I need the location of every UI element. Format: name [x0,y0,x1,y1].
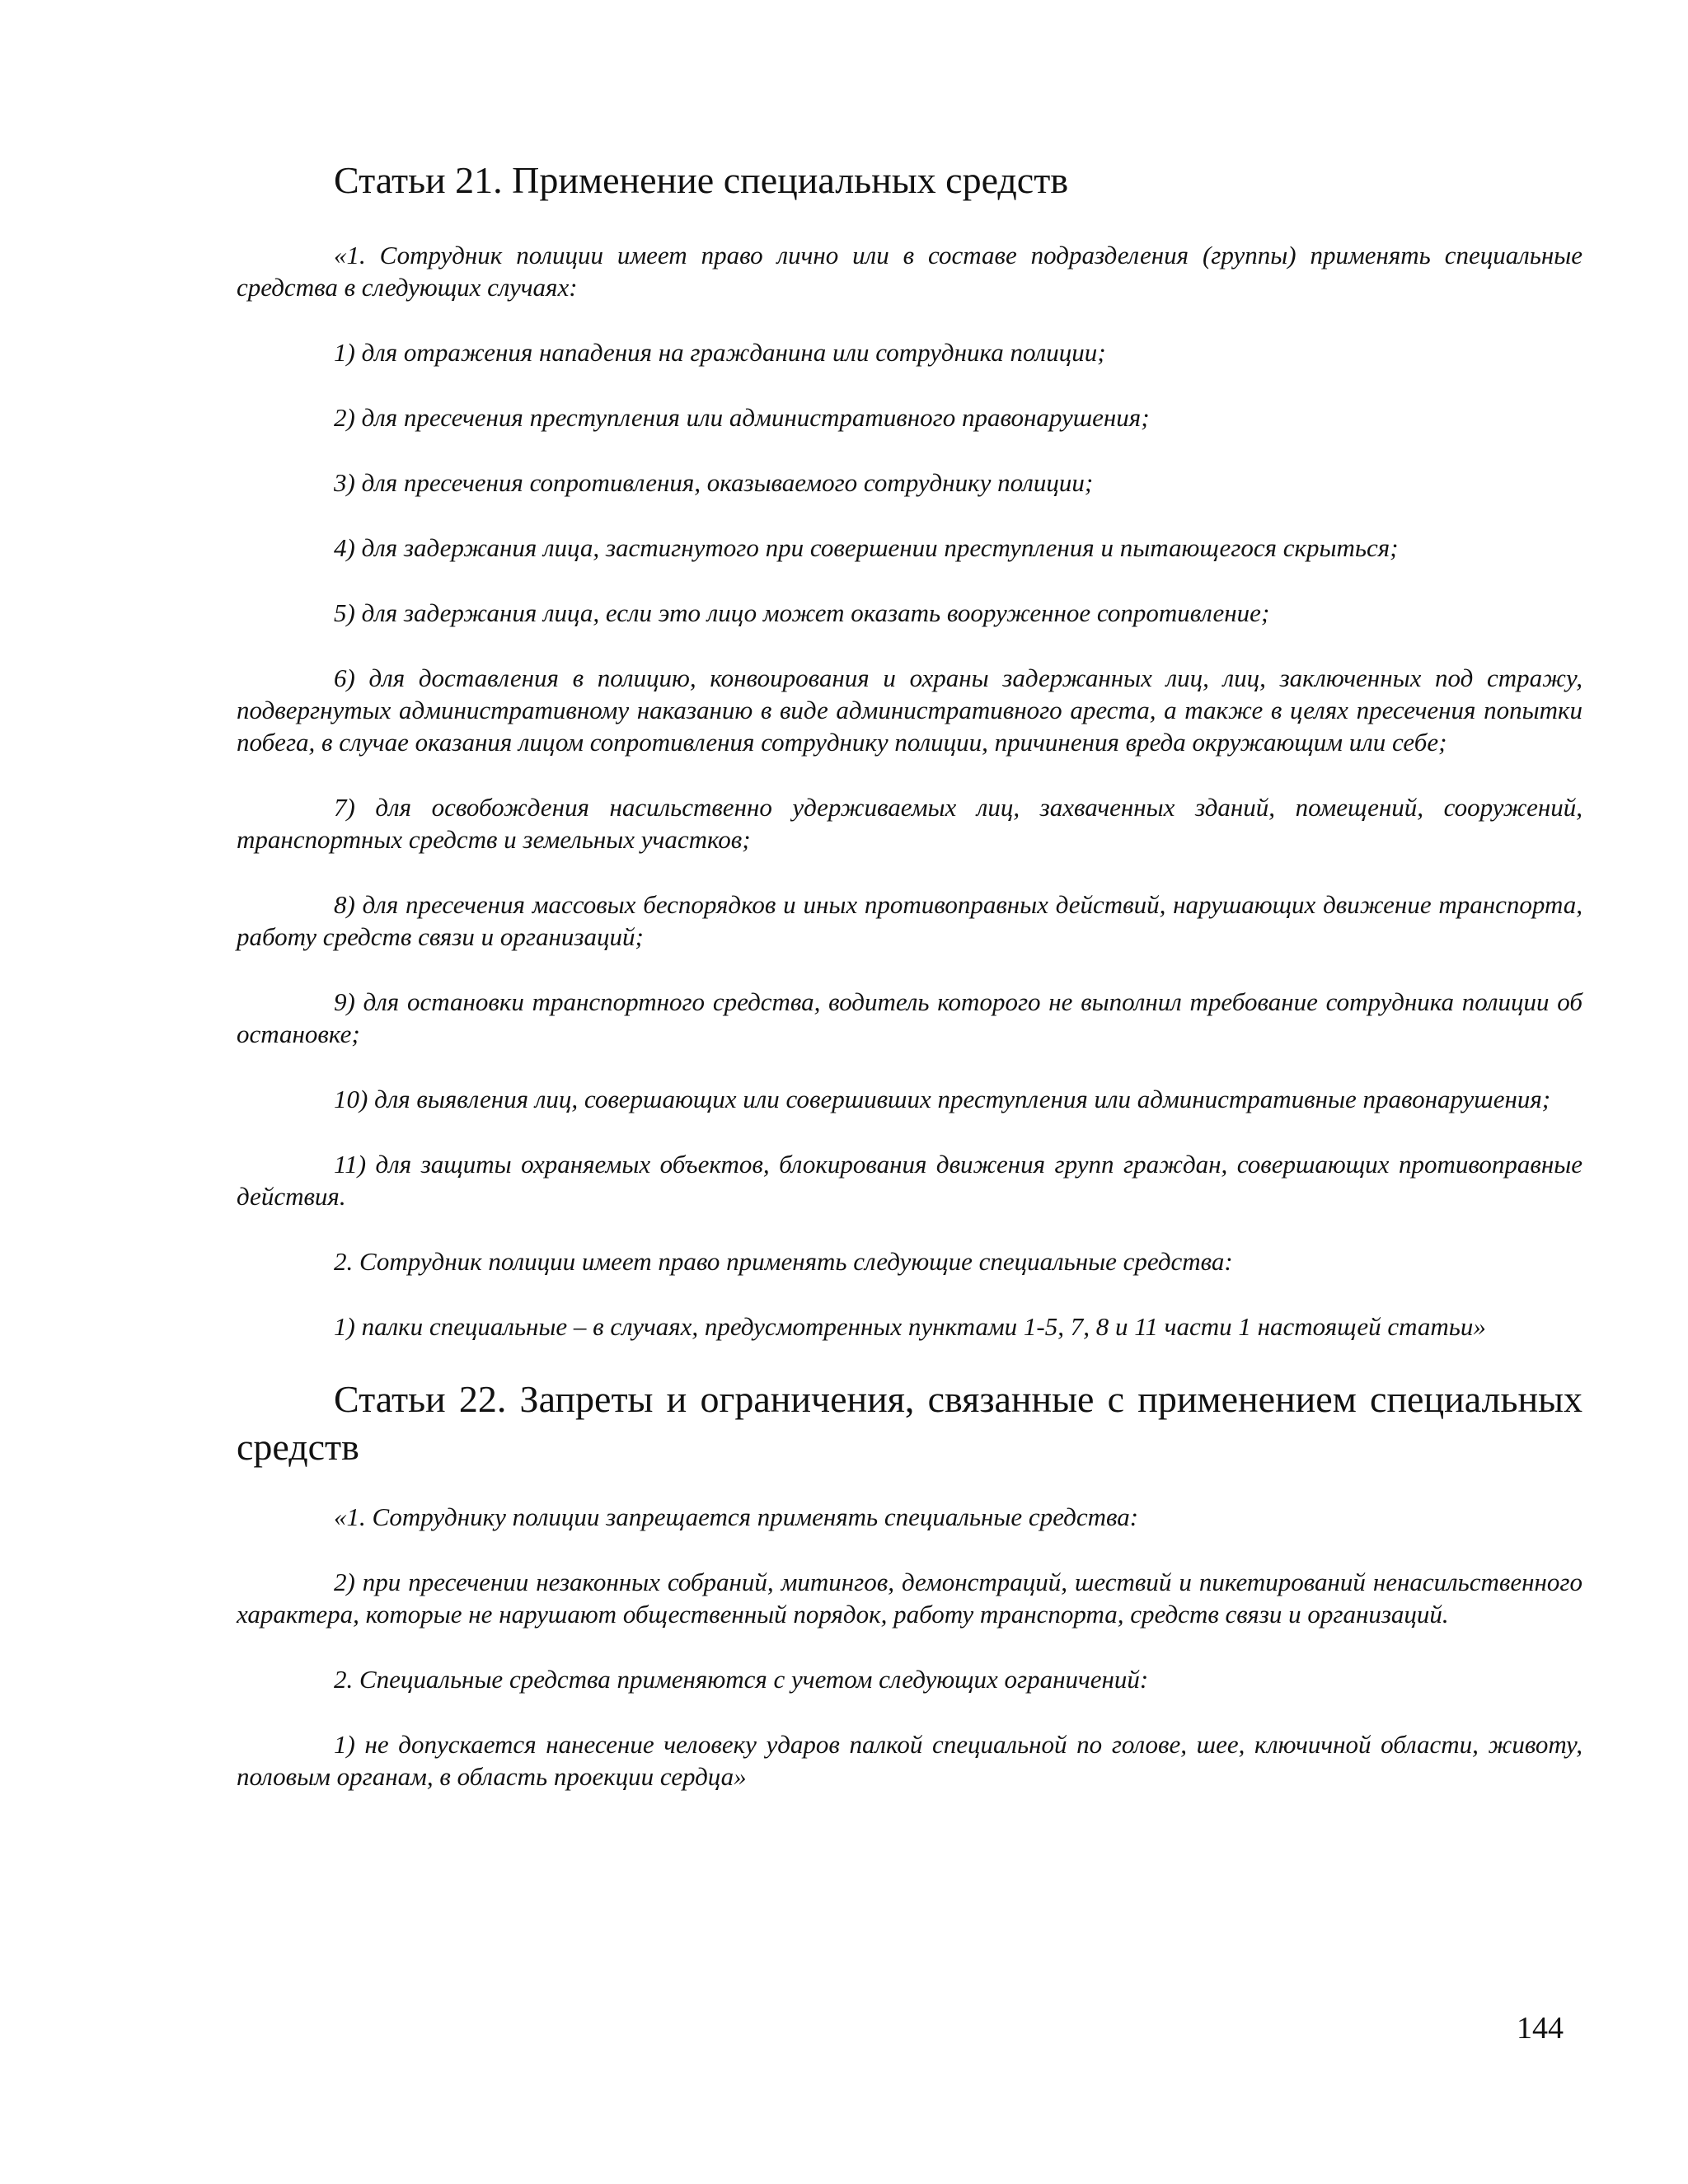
article-21-paragraph: 11) для защиты охраняемых объектов, блокирования движения групп граждан, совершающих противоправные действия. [237,1150,1582,1211]
article-22-paragraph: 2. Специальные средства применяются с учетом следующих ограничений: [334,1665,1149,1694]
article-21-paragraph: 3) для пресечения сопротивления, оказываемого сотруднику полиции; [334,468,1094,497]
article-21-paragraph: 2) для пресечения преступления или административного правонарушения; [334,403,1150,432]
article-21-paragraph: 2. Сотрудник полиции имеет право применять следующие специальные средства: [334,1247,1233,1276]
article-21-paragraph: 4) для задержания лица, застигнутого при совершении преступления и пытающегося скрыться; [334,533,1399,562]
article-21-paragraph: 7) для освобождения насильственно удерживаемых лиц, захваченных зданий, помещений, сооружений, транспортных средств и земельных участков; [237,793,1582,854]
article-21-paragraph: «1. Сотрудник полиции имеет право лично или в составе подразделения (группы) применять специальные средства в следующих случаях: [237,241,1582,302]
article-21-paragraph: 1) для отражения нападения на гражданина или сотрудника полиции; [334,338,1106,367]
article-21-paragraph: 9) для остановки транспортного средства, водитель которого не выполнил требование сотрудника полиции об остановке; [237,987,1582,1048]
article-22-paragraph: «1. Сотруднику полиции запрещается применять специальные средства: [334,1502,1139,1531]
page-content [237,157,1582,1825]
article-22-paragraph: 2) при пресечении незаконных собраний, митингов, демонстраций, шествий и пикетирований ненасильственного характера, которые не нарушают общественный порядок, работу транспорта, средств связи и организаций. [237,1568,1582,1629]
article-22-paragraph: 1) не допускается нанесение человеку ударов палкой специальной по голове, шее, ключичной области, животу, половым органам, в область проекции сердца» [237,1730,1582,1791]
article-21-title: Статьи 21. Применение специальных средств [334,159,1069,201]
article-21-paragraph: 8) для пресечения массовых беспорядков и иных противоправных действий, нарушающих движение транспорта, работу средств связи и организаций; [237,890,1582,951]
article-21-paragraph: 6) для доставления в полицию, конвоирования и охраны задержанных лиц, лиц, заключенных под стражу, подвергнутых административному наказанию в виде административного ареста, а также в целях пресечения попытки побега, в случае оказания лицом сопротивления сотруднику полиции, причинения вреда окружающим или себе; [237,663,1582,757]
article-22-title: Статьи 22. Запреты и ограничения, связанные с применением специальных средств [237,1378,1582,1468]
article-21-paragraph: 5) для задержания лица, если это лицо может оказать вооруженное сопротивление; [334,598,1270,627]
page-number: 144 [1517,2011,1564,2046]
article-21-paragraph: 10) для выявления лиц, совершающих или совершивших преступления или административные правонарушения; [334,1085,1551,1113]
article-21-paragraph: 1) палки специальные – в случаях, предусмотренных пунктами 1-5, 7, 8 и 11 части 1 настоящей статьи» [334,1312,1486,1341]
